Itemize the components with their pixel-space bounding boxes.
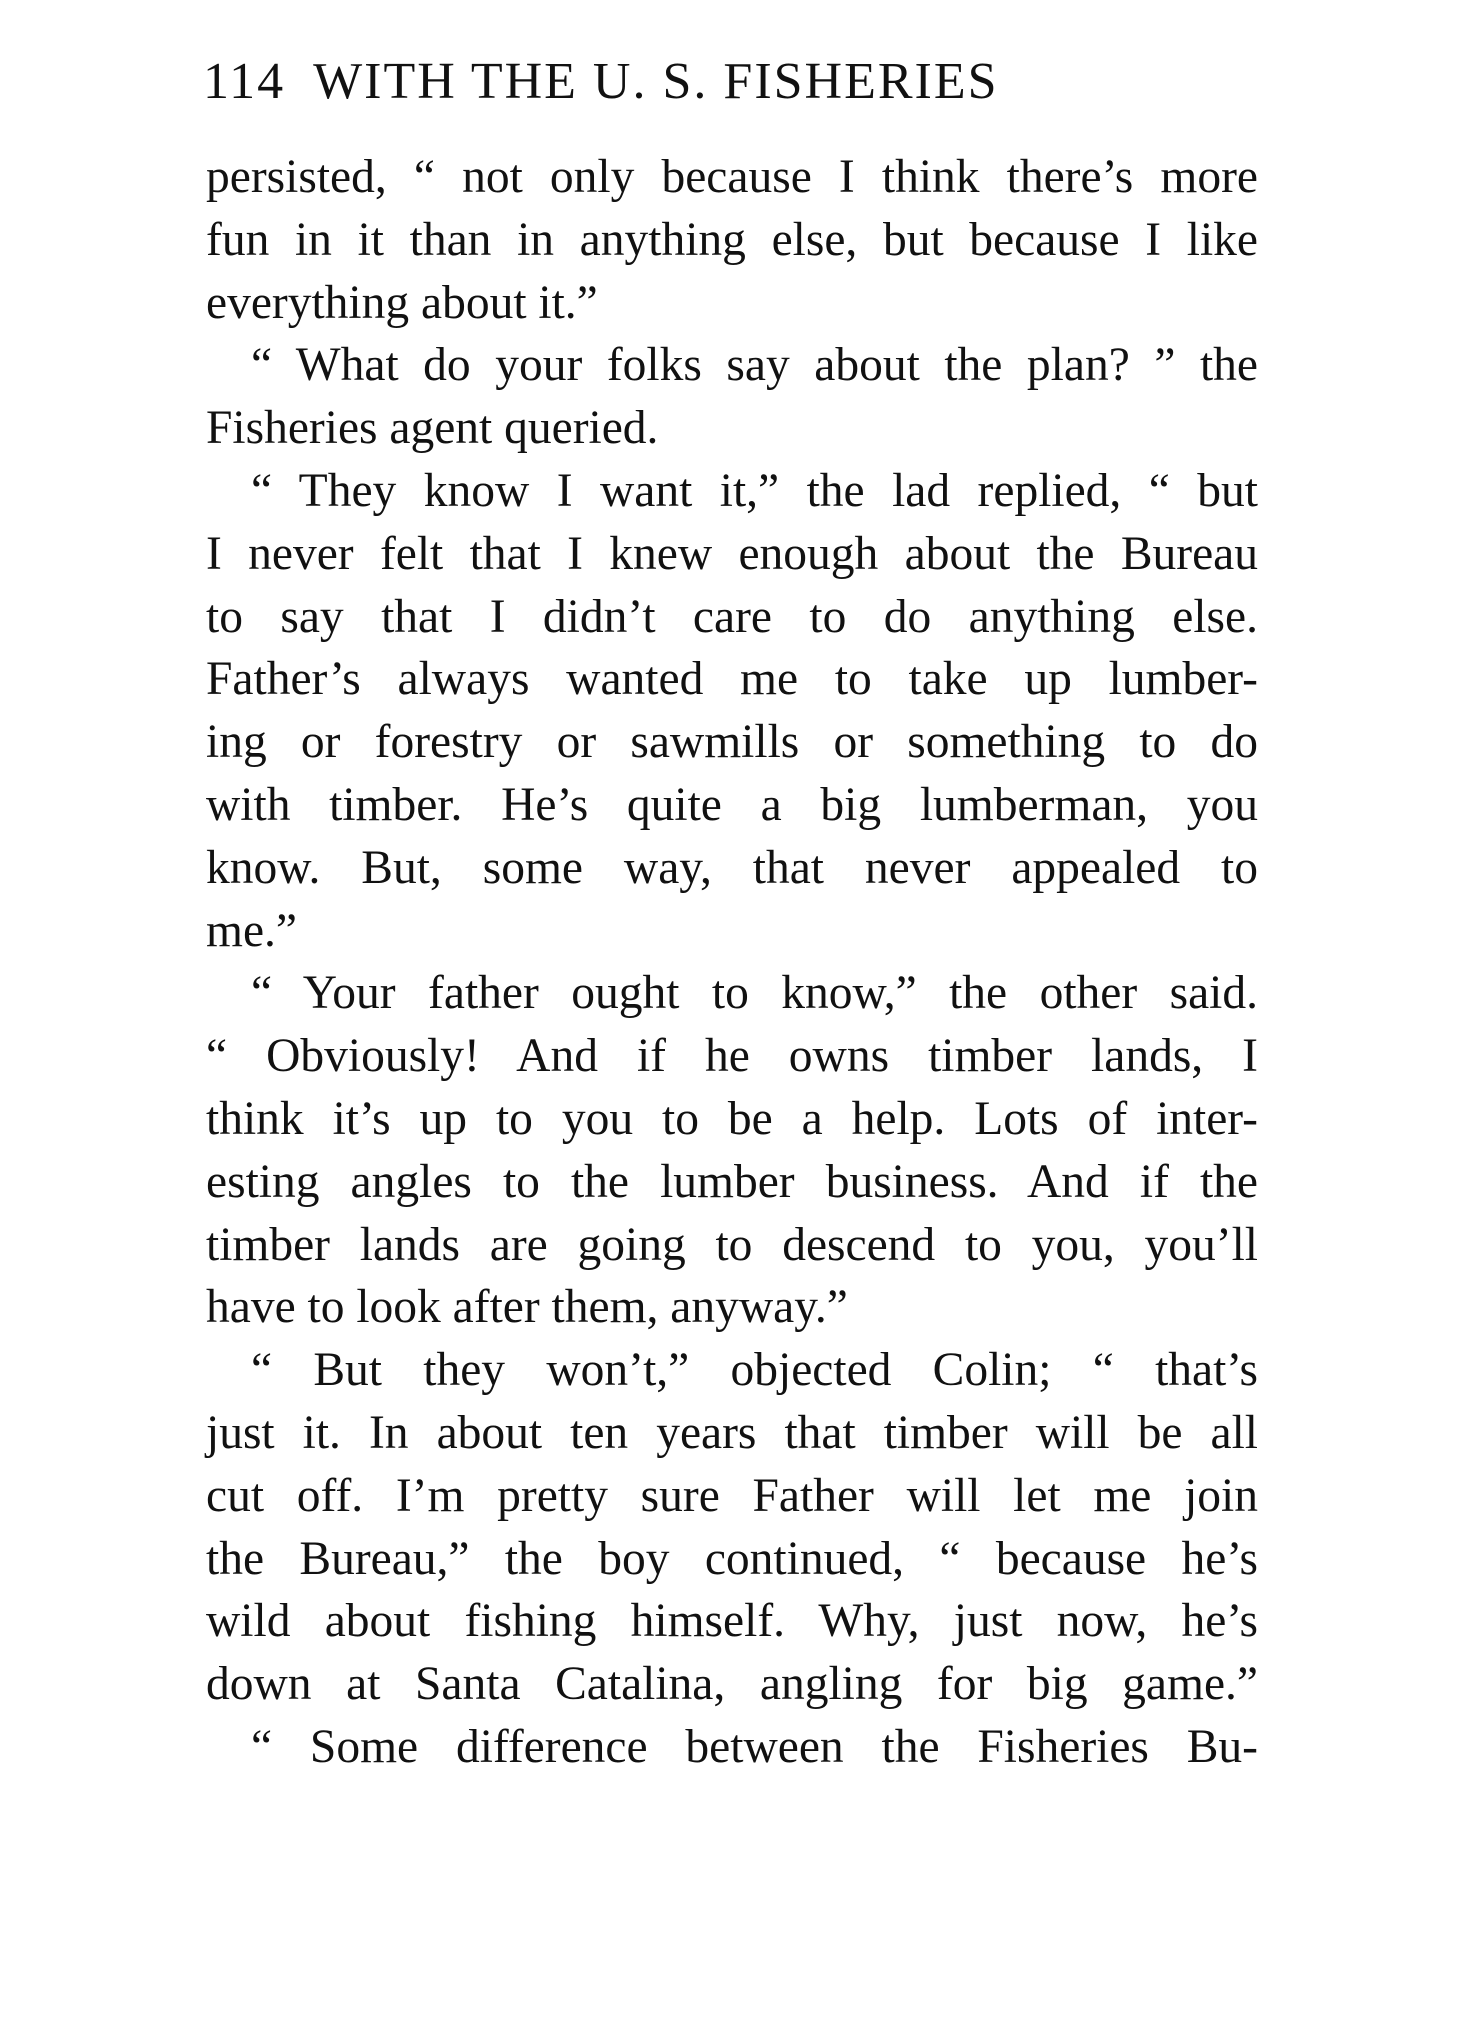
text-line: wild about fishing himself. Why, just now, he’s (206, 1595, 1258, 1648)
text-line: think it’s up to you to be a help. Lots of inter- (206, 1092, 1258, 1145)
text-line: fun in it than in anything else, but because I like (206, 213, 1258, 266)
text-line: just it. In about ten years that timber will be all (206, 1406, 1258, 1459)
text-line: timber lands are going to descend to you, you’ll (206, 1218, 1258, 1271)
text-line: “ Some difference between the Fisheries Bu- (251, 1720, 1258, 1773)
text-line: Fisheries agent queried. (206, 402, 659, 455)
text-line: esting angles to the lumber business. And if the (206, 1155, 1258, 1208)
text-line: I never felt that I knew enough about the Bureau (206, 527, 1258, 580)
text-line: cut off. I’m pretty sure Father will let me join (206, 1469, 1258, 1522)
text-line: with timber. He’s quite a big lumberman, you (206, 778, 1258, 831)
text-line: ing or forestry or sawmills or something to do (206, 716, 1258, 769)
page-number: 114 (203, 53, 286, 110)
text-line: “ But they won’t,” objected Colin; “ that’s (251, 1344, 1258, 1397)
running-head (203, 52, 1263, 111)
text-line: down at Santa Catalina, angling for big game.” (206, 1658, 1258, 1711)
text-line: persisted, “ not only because I think there’s more (206, 151, 1258, 203)
text-line: have to look after them, anyway.” (206, 1281, 848, 1334)
text-line: everything about it.” (206, 276, 598, 329)
text-line: the Bureau,” the boy continued, “ because he’s (206, 1532, 1258, 1585)
text-line: know. But, some way, that never appealed to (206, 841, 1258, 894)
text-line: Father’s always wanted me to take up lumber- (206, 653, 1258, 706)
text-line: “ Your father ought to know,” the other said. (251, 967, 1258, 1020)
text-line: me.” (206, 904, 297, 957)
text-line: “ Obviously! And if he owns timber lands, I (206, 1030, 1258, 1083)
text-line: to say that I didn’t care to do anything else. (206, 590, 1258, 643)
text-line: “ They know I want it,” the lad replied, “ but (251, 464, 1258, 517)
text-line: “ What do your folks say about the plan? ” the (251, 339, 1258, 392)
body-text (206, 146, 1258, 1779)
running-title: WITH THE U. S. FISHERIES (313, 53, 999, 110)
